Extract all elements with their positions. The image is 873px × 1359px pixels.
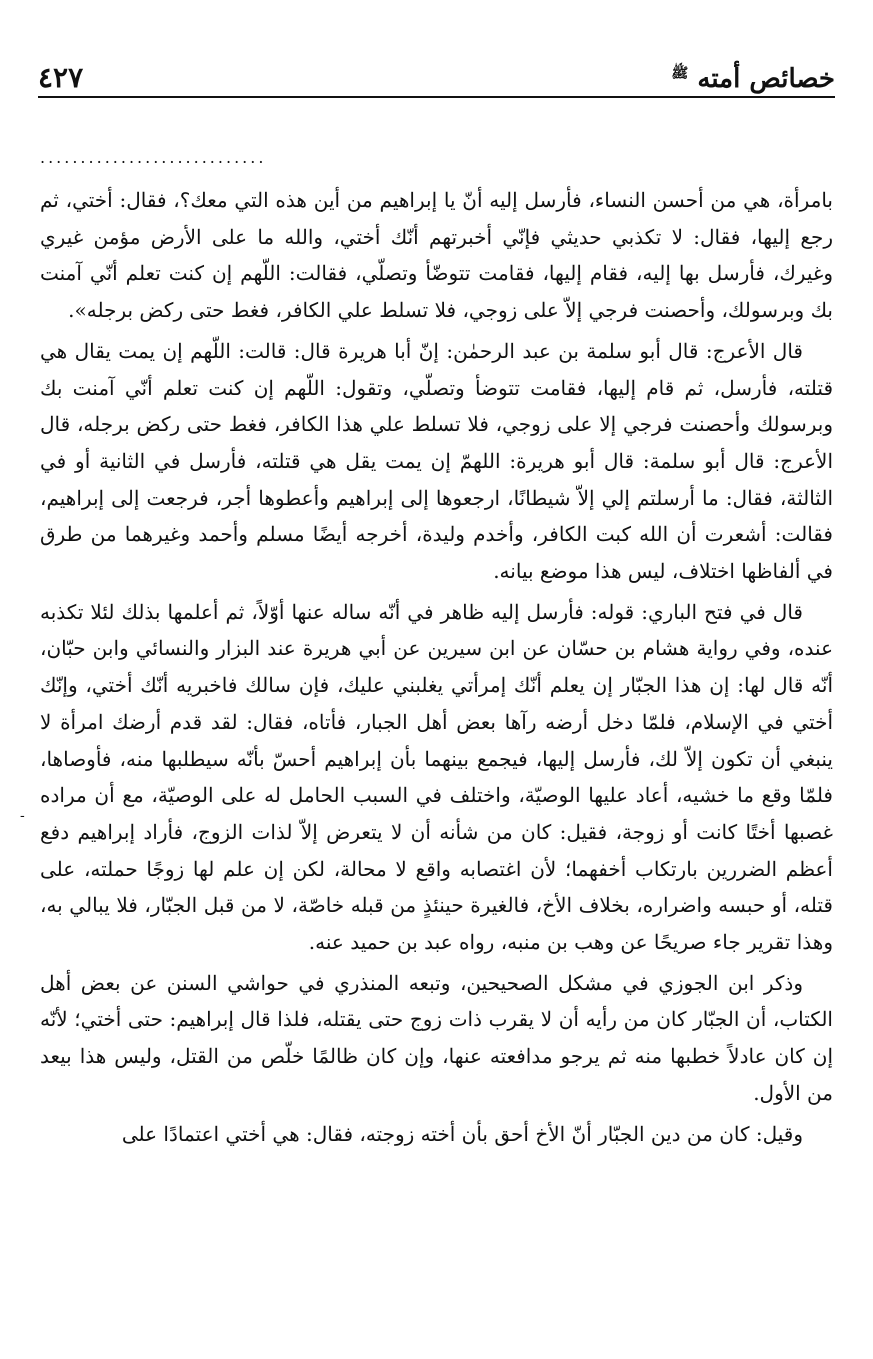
- header-title-text: خصائص أمته: [697, 64, 835, 94]
- honorific-glyph: ﷺ: [671, 65, 689, 82]
- paragraph-5: وقيل: كان من دين الجبّار أنّ الأخ أحق بأن أخته زوجته، فقال: هي أختي اعتمادًا على: [121, 1121, 803, 1146]
- paragraph-3: قال في فتح الباري: قوله: فأرسل إليه ظاهر في أنّه ساله عنها أوّلاً، ثم أعلمها بذلك لئلا تكذبه عنده، وفي رواية هشام بن حسّان عن ابن سيرين عن أبي هريرة عند البزار والنسائي وابن حبّان، أنّه قال لها: إن هذا الجبّار إن يعلم أنّك إمرأتي يغلبني عليك، فإن سالك فاخبريه أنّك أختي، وإنّك أختي في الإسلام، فلمّا دخل أرضه رآها بعض أهل الجبار، فأتاه، فقال: لقد قدم أرضك امرأة لا ينبغي أن تكون إلاّ لك، فأرسل إليها، فيجمع بينهما بأن إبراهيم أحسّ بأنّه سيطلبها منه، فأوصاها، فلمّا وقع ما خشيه، أعاد عليها الوصيّة، واختلف في السبب الحامل له على الوصيّة، مع أن مراده غصبها أختًا كانت أو زوجة، فقيل: كان من شأنه أن لا يتعرض إلاّ لذات الزوج، فأراد إبراهيم دفع أعظم الضررين بارتكاب أخفهما؛ لأن اغتصابه واقع لا محالة، لكن إن علم لها زوجًا حملته، على قتله، أو حبسه واضراره، بخلاف الأخ، فالغيرة حينئذٍ من قبله خاصّة، لا من قبل الجبّار، فلا يبالي به، وهذا تقرير جاء صريحًا عن وهب بن منبه، رواه عبد بن حميد عنه.: [40, 599, 833, 955]
- running-header: [38, 54, 835, 94]
- paragraph-4: وذكر ابن الجوزي في مشكل الصحيحين، وتبعه المنذري في حواشي السنن عن بعض أهل الكتاب، أن الجبّار كان من رأيه أن لا يقرب ذات زوج حتى يقتله، فلذا قال إبراهيم: حتى أختي؛ لأنّه إن كان عادلاً خطبها منه ثم يرجو مدافعته عنها، وإن كان ظالمًا خلّص من القتل، وليس هذا بيعد من الأول.: [40, 970, 833, 1105]
- header-title: [671, 64, 835, 94]
- page-number: ٤٢٧: [38, 61, 84, 94]
- dotted-separator: ............................: [40, 148, 267, 167]
- body-text: [40, 182, 833, 1152]
- paragraph-2: قال الأعرج: قال أبو سلمة بن عبد الرحمٰن: إنّ أبا هريرة قال: قالت: اللّهم إن يمت يقال هي قتلته، فأرسل، ثم قام إليها، فقامت تتوضأ وتصلّي، وتقول: اللّهم إن كنت تعلم أنّي آمنت بك وبرسولك وأحصنت فرجي إلا على زوجي، فلا تسلط علي هذا الكافر، فغط حتى ركض برجله، قال الأعرج: قال أبو سلمة: قال أبو هريرة: اللهمّ إن يمت يقل هي قتلته، فأرسل في الثانية أو في الثالثة، فقال: ما أرسلتم إلي إلاّ شيطانًا، ارجعوها إلى إبراهيم وأعطوها أجر، فرجعت إلى إبراهيم، فقالت: أشعرت أن الله كبت الكافر، وأخدم وليدة، أخرجه أيضًا مسلم وأحمد وغيرهما من طرق في ألفاظها اختلاف، ليس هذا موضع بيانه.: [40, 338, 833, 584]
- paragraph-1: بامرأة، هي من أحسن النساء، فأرسل إليه أنّ يا إبراهيم من أين هذه التي معك؟، فقال: أختي، ثم رجع إليها، فقال: لا تكذبي حديثي فإنّي أخبرتهم أنّك أختي، والله ما على الأرض مؤمن غيري وغيرك، فأرسل بها إليه، فقام إليها، فقامت تتوضّأ وتصلّي، فقالت: اللّهم إن كنت تعلم أنّي آمنت بك وبرسولك، وأحصنت فرجي إلاّ على زوجي، فلا تسلط علي الكافر، فغط حتى ركض برجله».: [40, 188, 833, 323]
- header-rule: [38, 96, 835, 98]
- margin-mark: -: [20, 808, 25, 824]
